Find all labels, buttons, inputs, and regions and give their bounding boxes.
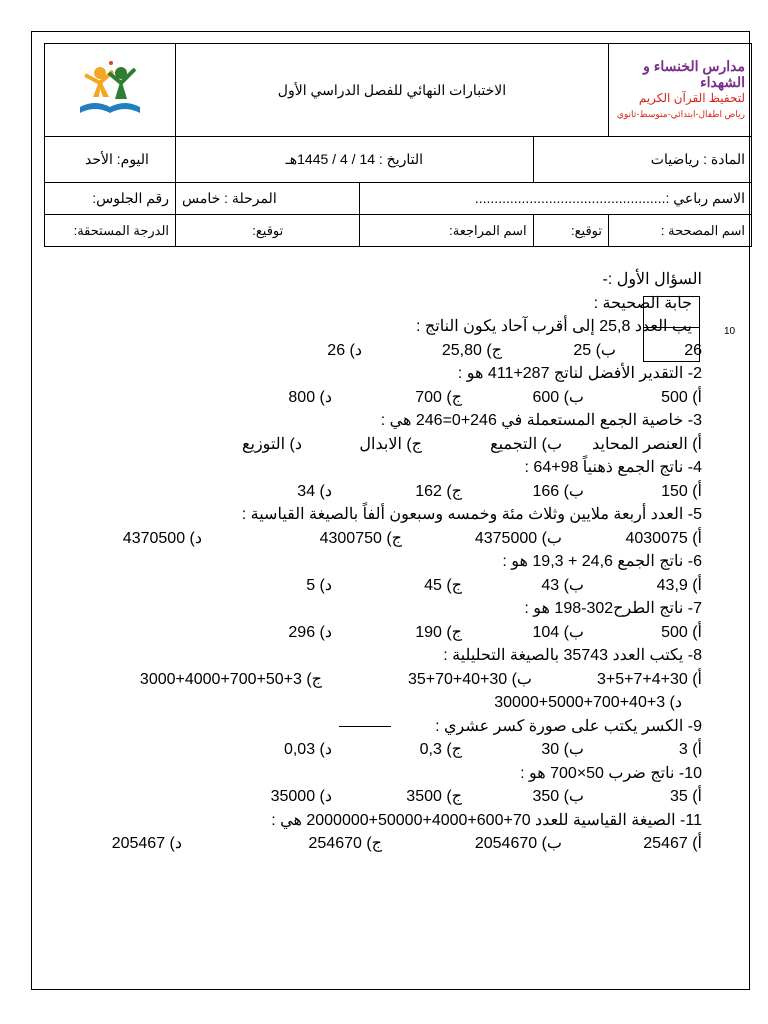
- option-b: ب) 30+40+70+35: [407, 670, 532, 688]
- option-d: د) 26: [327, 341, 362, 359]
- option-b: ب) 600: [532, 388, 584, 406]
- question-11: 11- الصيغة القياسية للعدد 70+600+4000+50000+2000000 هي :: [271, 811, 702, 829]
- date-cell: التاريخ : 14 / 4 / 1445هـ: [176, 137, 534, 183]
- corrector-cell: اسم المصححة :: [609, 215, 752, 247]
- option-a: أ) 500: [661, 388, 702, 406]
- question-8: 8- يكتب العدد 35743 بالصيغة التحليلية :: [443, 647, 702, 664]
- option-c: ج) 700: [415, 388, 462, 406]
- option-a: أ) 30+4+7+5+3: [596, 670, 702, 688]
- instruction: جابة الصحيحة :: [593, 294, 692, 312]
- question-2: 2- التقدير الأفضل لناتج 287+411 هو :: [457, 365, 702, 382]
- option-c: ج) الابدال: [359, 435, 422, 453]
- option-d: د) 34: [297, 482, 332, 500]
- option-c: ج) 3+50+700+4000+3000: [139, 670, 322, 688]
- question-6: 6- ناتج الجمع 24,6 + 19,3 هو :: [502, 553, 702, 570]
- options-8: [42, 668, 702, 692]
- corrector-sign-cell: توقيع:: [533, 215, 608, 247]
- option-d: د) 3+40+700+5000+30000: [494, 694, 682, 711]
- options-3: [42, 433, 702, 457]
- option-c: ج) 254670: [308, 835, 382, 852]
- stage-cell: المرحلة : خامس: [176, 183, 360, 215]
- question-9-text: 9- الكسر يكتب على صورة كسر عشري :: [435, 717, 702, 735]
- option-b: ب) 4375000: [474, 529, 562, 547]
- score-total: 10: [724, 326, 736, 337]
- option-a: أ) 25467: [643, 835, 702, 852]
- options-10: [42, 785, 702, 809]
- option-a: أ) 500: [661, 623, 702, 641]
- option-b: ب) التجميع: [490, 435, 562, 453]
- option-c: ج) 162: [415, 482, 462, 500]
- reviewer-cell: اسم المراجعة:: [360, 215, 533, 247]
- option-b: ب) 350: [532, 788, 584, 805]
- option-b: ب) 104: [532, 623, 584, 641]
- option-d: د) 35000: [270, 788, 332, 805]
- school-logo-icon: [75, 59, 145, 119]
- day-cell: اليوم: الأحد: [45, 137, 176, 183]
- option-a: أ) العنصر المحايد: [592, 435, 702, 453]
- option-d: د) التوزيع: [241, 435, 302, 453]
- option-d: د) 296: [288, 623, 332, 641]
- question-3: 3- خاصية الجمع المستعملة في 246+0=246 هي :: [380, 412, 702, 429]
- options-1: [42, 339, 702, 363]
- option-d: د) 800: [288, 388, 332, 406]
- option-b: ب) 43: [541, 576, 584, 594]
- option-c: ج) 25,80: [441, 341, 502, 359]
- question-5: 5- العدد أربعة ملايين وثلاث مئة وخمسه وسبعون ألفاً بالصيغة القياسية :: [241, 506, 702, 523]
- option-b: ب) 25: [573, 341, 616, 359]
- option-c: ج) 190: [415, 623, 462, 641]
- option-b: ب) 166: [532, 482, 584, 500]
- option-c: ج) 0,3: [419, 741, 462, 758]
- options-5: [42, 527, 702, 551]
- option-a: أ) 150: [661, 482, 702, 500]
- exam-title: الاختبارات النهائي للفصل الدراسي الأول: [176, 44, 609, 137]
- option-d: د) 5: [306, 576, 332, 594]
- options-2: [42, 386, 702, 410]
- option-b: ب) 30: [541, 741, 584, 758]
- options-4: [42, 480, 702, 504]
- option-a: أ) 43,9: [656, 576, 702, 594]
- fraction-blank: [339, 726, 391, 727]
- options-9: [42, 738, 702, 762]
- subject-cell: المادة : رياضيات: [533, 137, 751, 183]
- options-7: [42, 621, 702, 645]
- question-4: 4- ناتج الجمع ذهنياً 98+64 :: [524, 459, 702, 476]
- options-11: [42, 832, 702, 856]
- question-7: 7- ناتج الطرح302-198 هو :: [524, 600, 702, 617]
- school-name-cell: [609, 44, 752, 137]
- student-name-cell: الاسم رباعي :.................................................: [360, 183, 752, 215]
- grade-cell: الدرجة المستحقة:: [45, 215, 176, 247]
- option-a: أ) 4030075: [625, 529, 702, 547]
- option-b: ب) 2054670: [474, 835, 562, 852]
- options-6: [42, 574, 702, 598]
- school-sub1: لتحفيظ القرآن الكريم: [638, 91, 745, 105]
- reviewer-sign-cell: توقيع:: [176, 215, 360, 247]
- school-sub2: رياض اطفال-ابتدائي-متوسط-ثانوي: [616, 109, 745, 119]
- logo-cell: [45, 44, 176, 137]
- question-9: [42, 715, 702, 739]
- school-name: مدارس الخنساء و الشهداء: [643, 58, 745, 90]
- option-c: ج) 4300750: [319, 529, 402, 547]
- section-title: السؤال الأول :-: [602, 271, 702, 288]
- option-d: د) 205467: [111, 835, 182, 852]
- option-d: د) 0,03: [283, 741, 332, 758]
- option-a: 26: [684, 341, 702, 359]
- question-1: يب العدد 25,8 إلى أقرب آحاد يكون الناتج :: [416, 318, 692, 335]
- option-c: ج) 3500: [406, 788, 462, 805]
- option-d: د) 4370500: [122, 529, 202, 547]
- option-a: أ) 3: [678, 741, 702, 758]
- seat-number-cell: رقم الجلوس:: [45, 183, 176, 215]
- option-a: أ) 35: [669, 788, 702, 805]
- exam-header: [44, 43, 752, 247]
- questions-area: [42, 268, 702, 856]
- option-c: ج) 45: [424, 576, 462, 594]
- question-10: 10- ناتج ضرب 50×700 هو :: [520, 764, 702, 782]
